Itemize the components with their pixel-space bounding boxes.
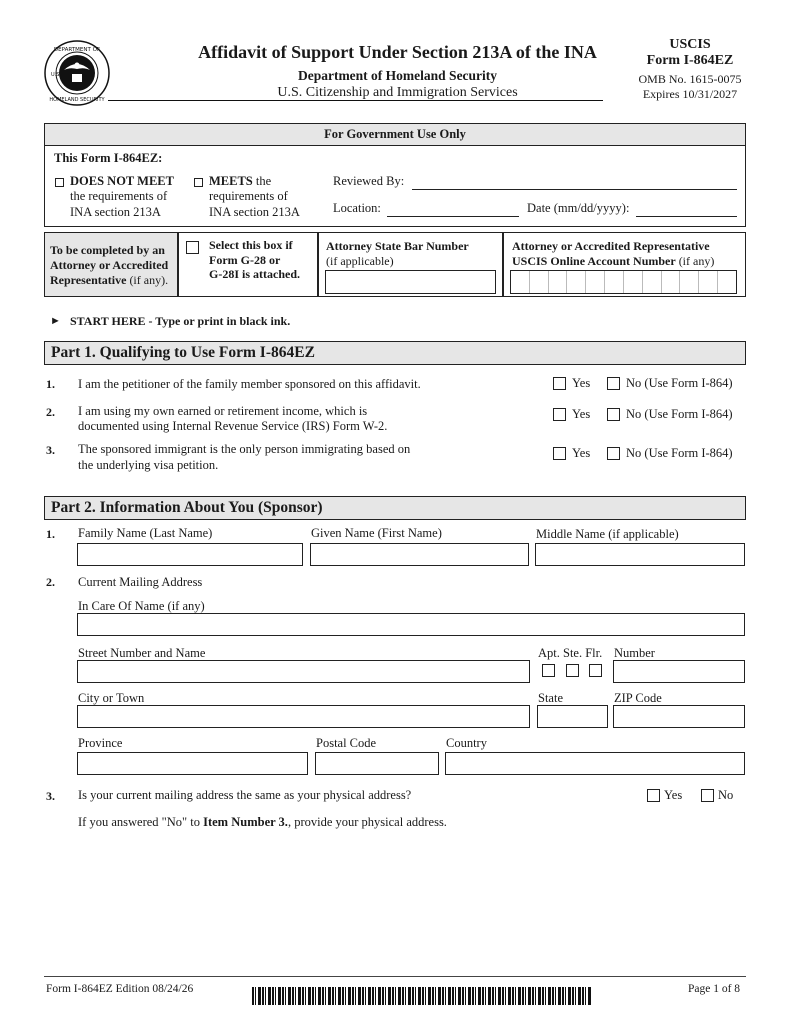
start-here-text: START HERE - Type or print in black ink. xyxy=(70,314,291,328)
item3-no-label: No xyxy=(718,788,734,802)
omb-number: OMB No. 1615-0075 xyxy=(638,72,742,86)
part1-item2-yes-checkbox[interactable] xyxy=(553,408,566,421)
bar-number-label: Attorney State Bar Number (if applicable) xyxy=(326,239,469,268)
seal-text-bottom: HOMELAND SECURITY xyxy=(49,97,105,103)
given-name-input[interactable] xyxy=(310,543,529,566)
part1-item3-yes-label: Yes xyxy=(572,446,591,460)
expiration-date: Expires 10/31/2027 xyxy=(642,87,738,101)
g28-checkbox[interactable] xyxy=(186,241,199,254)
number-input[interactable] xyxy=(613,660,745,683)
agency-name: U.S. Citizenship and Immigration Services xyxy=(277,85,518,100)
government-use-title: For Government Use Only xyxy=(45,124,745,146)
dhs-seal xyxy=(44,40,110,106)
form-title: Affidavit of Support Under Section 213A of the INA xyxy=(198,42,597,62)
seal-text-top: DEPARTMENT OF xyxy=(53,47,101,53)
date-label: Date (mm/dd/yyyy): xyxy=(527,201,630,215)
digit-cell xyxy=(586,271,605,293)
attorney-col1 xyxy=(44,232,178,297)
part1-item2-line2: documented using Internal Revenue Service (IRS) Form W-2. xyxy=(78,419,388,433)
form-number: Form I-864EZ xyxy=(646,53,734,68)
meets-label: MEETS the xyxy=(209,174,272,188)
part1-item1-yes-label: Yes xyxy=(572,376,591,390)
item3-yes-label: Yes xyxy=(664,788,683,802)
part1-item1-yes-checkbox[interactable] xyxy=(553,377,566,390)
part1-item2-number: 2. xyxy=(46,405,55,419)
start-here-arrow-icon: ► xyxy=(50,315,61,327)
part2-header: Part 2. Information About You (Sponsor) xyxy=(44,496,746,520)
part1-item1-number: 1. xyxy=(46,377,55,391)
digit-cell xyxy=(605,271,624,293)
does-not-meet-label: DOES NOT MEET xyxy=(70,174,174,188)
department-name: Department of Homeland Security xyxy=(297,68,498,83)
city-label: City or Town xyxy=(78,691,145,705)
this-form-label: This Form I-864EZ: xyxy=(54,151,163,165)
item3-question: Is your current mailing address the same as your physical address? xyxy=(78,788,412,802)
zip-label: ZIP Code xyxy=(614,691,662,705)
postal-code-label: Postal Code xyxy=(316,736,377,750)
ste-checkbox[interactable] xyxy=(566,664,579,677)
digit-cell xyxy=(699,271,718,293)
footer-page-number: Page 1 of 8 xyxy=(688,983,741,995)
part2-item3-number: 3. xyxy=(46,789,55,803)
online-account-label: Attorney or Accredited Representative USCIS Online Account Number (if any) xyxy=(512,239,715,268)
digit-cell xyxy=(530,271,549,293)
digit-cell xyxy=(643,271,662,293)
reviewed-by-label: Reviewed By: xyxy=(333,174,405,188)
meets-line3: INA section 213A xyxy=(209,205,300,219)
footer-form-edition: Form I-864EZ Edition 08/24/26 xyxy=(46,983,194,995)
in-care-of-input[interactable] xyxy=(77,613,745,636)
attorney-col1-line2: Attorney or Accredited xyxy=(50,258,169,272)
postal-code-input[interactable] xyxy=(315,752,439,775)
part1-item3-line1: The sponsored immigrant is the only person immigrating based on xyxy=(78,442,411,456)
digit-cell xyxy=(680,271,699,293)
province-label: Province xyxy=(78,736,123,750)
meets-line2: requirements of xyxy=(209,189,288,203)
item3-followup: If you answered "No" to Item Number 3., provide your physical address. xyxy=(78,815,447,829)
country-input[interactable] xyxy=(445,752,745,775)
part1-item3-no-checkbox[interactable] xyxy=(607,447,620,460)
agency-short: USCIS xyxy=(669,37,711,52)
part1-item3-number: 3. xyxy=(46,443,55,457)
family-name-label: Family Name (Last Name) xyxy=(78,526,213,540)
item3-no-checkbox[interactable] xyxy=(701,789,714,802)
g28-label: Select this box if Form G-28 or G-28I is attached. xyxy=(209,238,300,281)
given-name-label: Given Name (First Name) xyxy=(311,526,442,540)
digit-cell xyxy=(549,271,568,293)
date-line[interactable] xyxy=(636,216,737,217)
attorney-col1-line1: To be completed by an xyxy=(50,243,165,257)
part1-item2-no-label: No (Use Form I-864) xyxy=(626,407,733,421)
flr-checkbox[interactable] xyxy=(589,664,602,677)
part1-item2-line1: I am using my own earned or retirement income, which is xyxy=(78,404,368,418)
digit-cell xyxy=(718,271,736,293)
digit-cell xyxy=(567,271,586,293)
apt-checkbox[interactable] xyxy=(542,664,555,677)
part1-item2-yes-label: Yes xyxy=(572,407,591,421)
attorney-col1-line3: Representative (if any). xyxy=(50,273,169,287)
street-label: Street Number and Name xyxy=(78,646,206,660)
province-input[interactable] xyxy=(77,752,308,775)
part1-item3-no-label: No (Use Form I-864) xyxy=(626,446,733,460)
meets-checkbox[interactable] xyxy=(194,178,203,187)
reviewed-by-line[interactable] xyxy=(412,189,737,190)
part2-item2-number: 2. xyxy=(46,575,55,589)
seal-letters-left: U.S. xyxy=(51,72,62,78)
does-not-meet-line3: INA section 213A xyxy=(70,205,161,219)
middle-name-label: Middle Name (if applicable) xyxy=(536,527,679,541)
item3-yes-checkbox[interactable] xyxy=(647,789,660,802)
in-care-of-label: In Care Of Name (if any) xyxy=(78,599,205,613)
does-not-meet-checkbox[interactable] xyxy=(55,178,64,187)
family-name-input[interactable] xyxy=(77,543,303,566)
bar-number-input[interactable] xyxy=(325,270,496,294)
middle-name-input[interactable] xyxy=(535,543,745,566)
does-not-meet-line2: the requirements of xyxy=(70,189,168,203)
apt-ste-flr-label: Apt. Ste. Flr. xyxy=(538,646,603,660)
digit-cell xyxy=(662,271,681,293)
country-label: Country xyxy=(446,736,487,750)
part1-item1-text: I am the petitioner of the family member sponsored on this affidavit. xyxy=(78,377,421,391)
digit-cell xyxy=(511,271,530,293)
number-label: Number xyxy=(614,646,655,660)
street-input[interactable] xyxy=(77,660,530,683)
barcode xyxy=(252,987,592,1005)
city-input[interactable] xyxy=(77,705,530,728)
zip-input[interactable] xyxy=(613,705,745,728)
location-line[interactable] xyxy=(387,216,519,217)
part1-header: Part 1. Qualifying to Use Form I-864EZ xyxy=(44,341,746,365)
state-select[interactable] xyxy=(537,705,608,728)
part2-item1-number: 1. xyxy=(46,527,55,541)
online-account-input[interactable] xyxy=(510,270,737,294)
digit-cell xyxy=(624,271,643,293)
footer-rule xyxy=(44,976,746,977)
mailing-address-label: Current Mailing Address xyxy=(78,575,203,589)
state-label: State xyxy=(538,691,563,705)
part1-item2-no-checkbox[interactable] xyxy=(607,408,620,421)
location-label: Location: xyxy=(333,201,381,215)
part1-item3-line2: the underlying visa petition. xyxy=(78,458,219,472)
part1-item1-no-label: No (Use Form I-864) xyxy=(626,376,733,390)
part1-item3-yes-checkbox[interactable] xyxy=(553,447,566,460)
part1-item1-no-checkbox[interactable] xyxy=(607,377,620,390)
